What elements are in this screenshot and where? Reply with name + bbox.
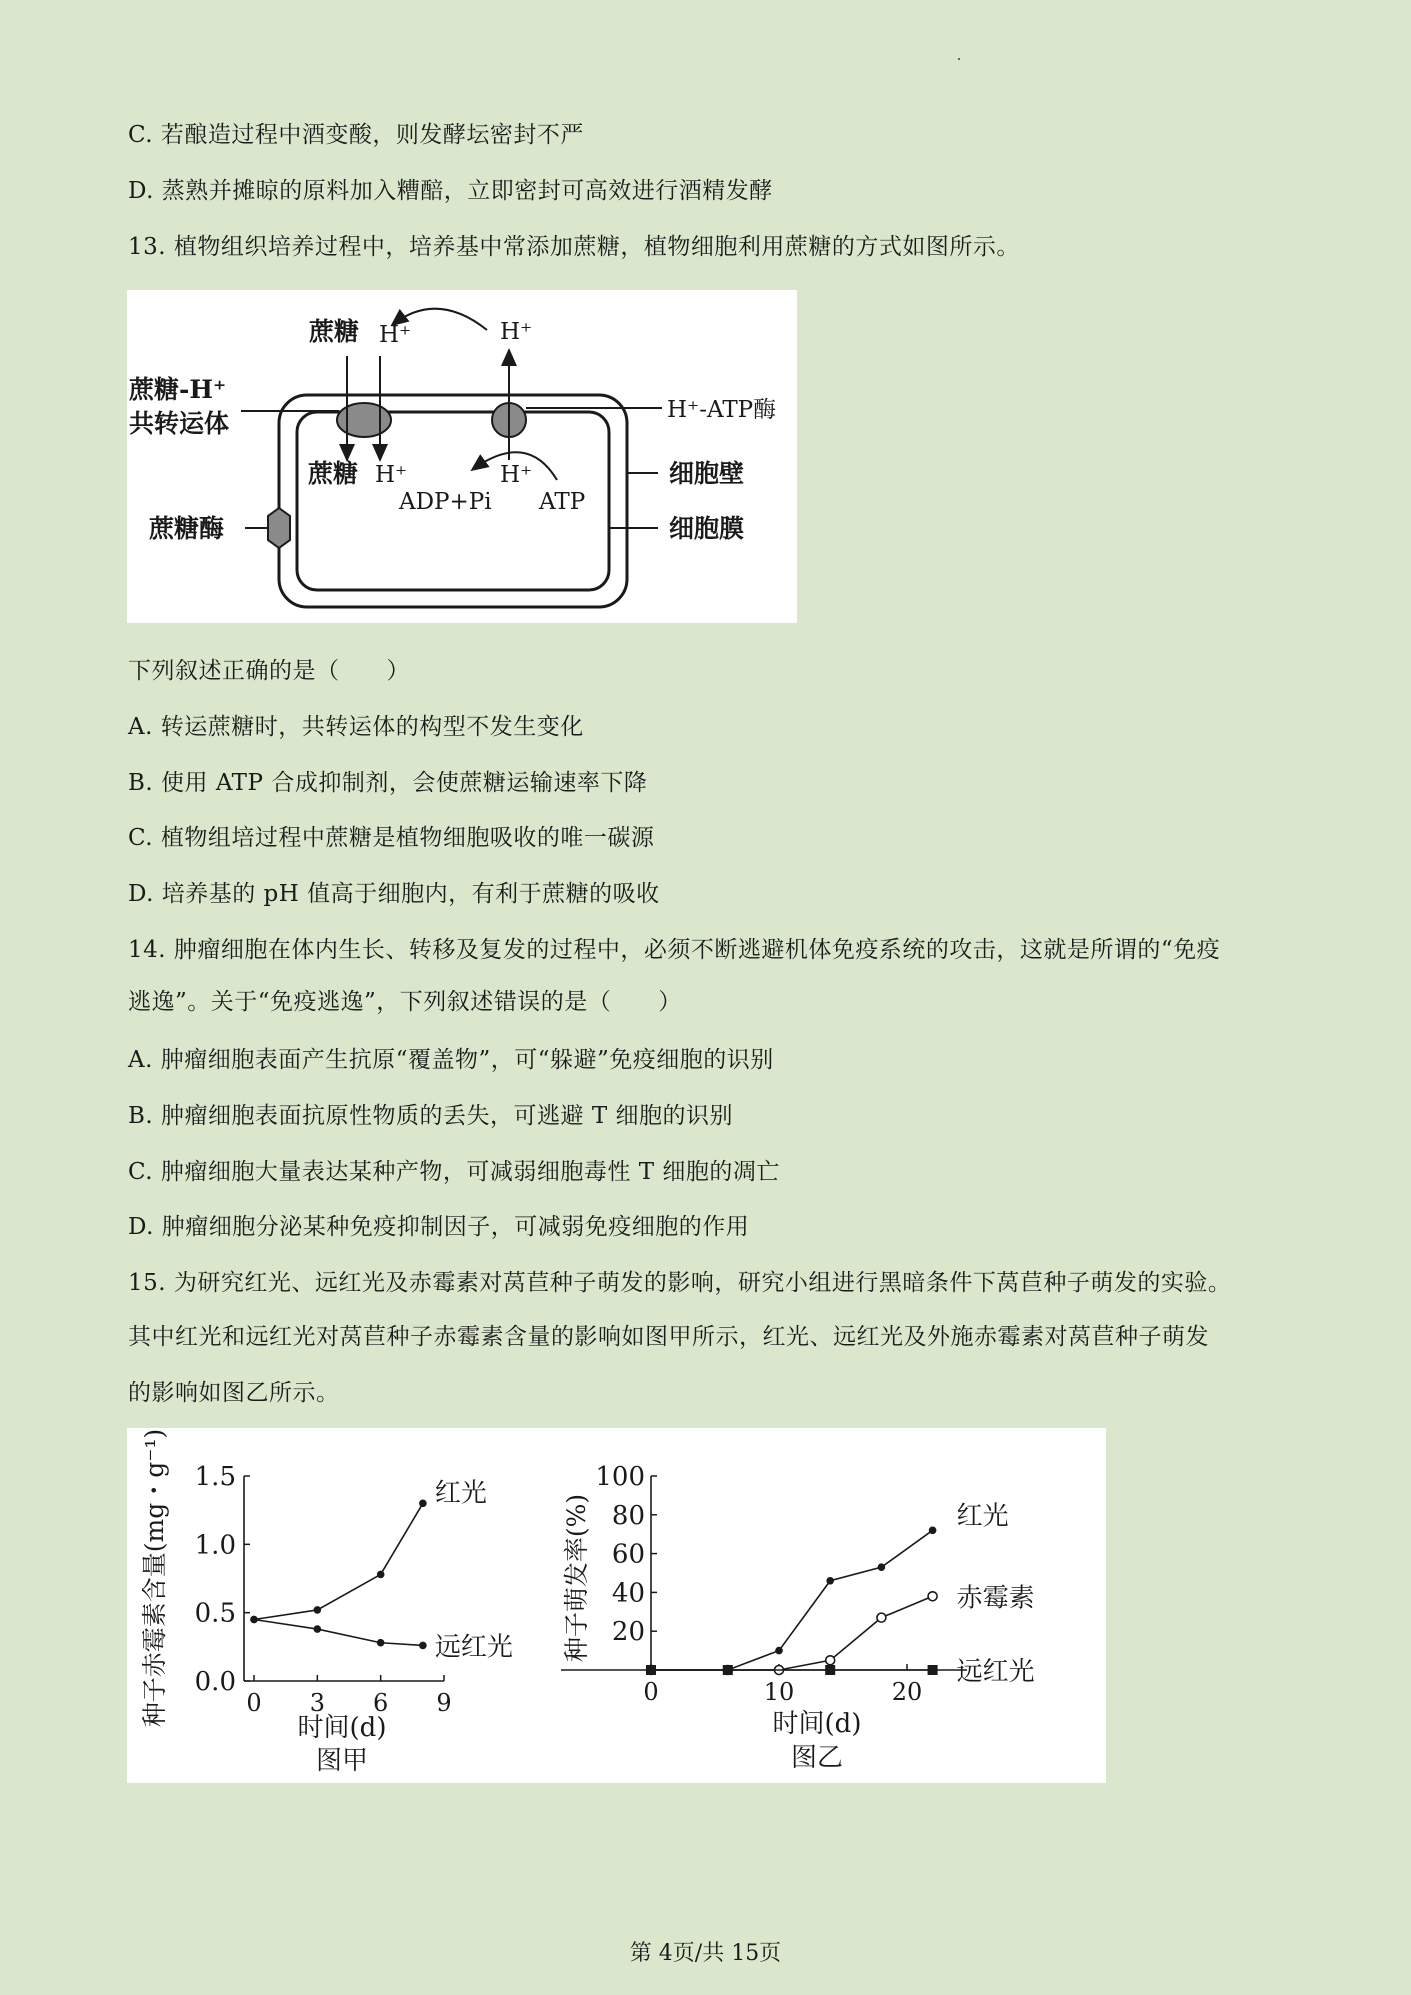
chart-b-x-tick-label: 20 bbox=[891, 1678, 923, 1706]
label-atp: ATP bbox=[539, 489, 586, 515]
q15-charts-svg bbox=[127, 1428, 1106, 1783]
chart-a-x-tick-label: 0 bbox=[246, 1689, 262, 1717]
cotransporter-shape bbox=[337, 403, 391, 437]
label-atpase: H⁺-ATP酶 bbox=[667, 397, 777, 423]
chart-a-point bbox=[419, 1642, 427, 1650]
chart-a-point bbox=[377, 1571, 385, 1579]
label-sucrose-out: 蔗糖 bbox=[309, 317, 360, 346]
label-cell-wall: 细胞壁 bbox=[669, 459, 745, 488]
page-footer: 第 4页/共 15页 bbox=[629, 1941, 782, 1966]
label-sucrose-in: 蔗糖 bbox=[308, 459, 359, 488]
chart-b-point bbox=[928, 1592, 937, 1601]
chart-a-x-tick-label: 9 bbox=[436, 1689, 452, 1717]
q14-stem-line2: 逃逸”。关于“免疫逃逸”，下列叙述错误的是（ ） bbox=[128, 989, 682, 1015]
sucrase-shape bbox=[268, 508, 290, 548]
q13-option-b: B. 使用 ATP 合成抑制剂，会使蔗糖运输速率下降 bbox=[128, 770, 648, 796]
chart-a-y-tick-label: 0.5 bbox=[194, 1598, 236, 1629]
chart-b-point bbox=[775, 1647, 783, 1655]
chart-b-point bbox=[929, 1527, 937, 1535]
label-h-in-left: H⁺ bbox=[375, 462, 408, 488]
label-h-in-right: H⁺ bbox=[500, 462, 533, 488]
q13-option-c: C. 植物组培过程中蔗糖是植物细胞吸收的唯一碳源 bbox=[128, 825, 655, 851]
chart-b-y-tick-label: 60 bbox=[611, 1539, 645, 1570]
q14-option-d: D. 肿瘤细胞分泌某种免疫抑制因子，可减弱免疫细胞的作用 bbox=[128, 1214, 750, 1240]
chart-b-legend-label: 赤霉素 bbox=[956, 1583, 1035, 1614]
chart-a-legend-label: 红光 bbox=[434, 1478, 487, 1509]
q14-option-c: C. 肿瘤细胞大量表达某种产物，可减弱细胞毒性 T 细胞的凋亡 bbox=[128, 1159, 780, 1185]
chart-b-y-tick-label: 20 bbox=[611, 1617, 645, 1648]
chart-b-point bbox=[723, 1665, 733, 1675]
q13-prompt: 下列叙述正确的是（ ） bbox=[128, 658, 410, 684]
chart-b-xlabel: 时间(d) bbox=[772, 1709, 862, 1739]
chart-a-y-tick-label: 1.5 bbox=[194, 1462, 236, 1492]
cell-transport-diagram bbox=[127, 290, 797, 623]
chart-b-y-tick-label: 80 bbox=[611, 1500, 645, 1531]
q14-stem-line1: 14. 肿瘤细胞在体内生长、转移及复发的过程中，必须不断逃避机体免疫系统的攻击，这就是所谓的“免疫 bbox=[128, 937, 1221, 963]
q13-stem: 13. 植物组织培养过程中，培养基中常添加蔗糖，植物细胞利用蔗糖的方式如图所示。 bbox=[128, 234, 1020, 260]
label-h-out-right: H⁺ bbox=[500, 319, 533, 345]
chart-b-legend-label: 红光 bbox=[956, 1501, 1009, 1532]
chart-b-x-tick-label: 0 bbox=[643, 1678, 659, 1706]
chart-a-xlabel: 时间(d) bbox=[297, 1713, 387, 1743]
chart-a-title: 图甲 bbox=[315, 1746, 369, 1776]
chart-a-x-tick-label: 6 bbox=[373, 1689, 389, 1717]
chart-a-y-tick-label: 0.0 bbox=[194, 1667, 236, 1697]
chart-a-series-line bbox=[254, 1503, 423, 1619]
chart-b-point bbox=[825, 1665, 835, 1675]
q13-option-d: D. 培养基的 pH 值高于细胞内，有利于蔗糖的吸收 bbox=[128, 881, 660, 907]
q14-option-b: B. 肿瘤细胞表面抗原性物质的丢失，可逃避 T 细胞的识别 bbox=[128, 1103, 733, 1129]
chart-b-series-line bbox=[651, 1530, 933, 1670]
chart-b-point bbox=[826, 1577, 834, 1585]
q13-option-a: A. 转运蔗糖时，共转运体的构型不发生变化 bbox=[128, 714, 584, 740]
chart-a-y-tick-label: 1.0 bbox=[194, 1530, 236, 1561]
q15-stem-line2: 其中红光和远红光对莴苣种子赤霉素含量的影响如图甲所示，红光、远红光及外施赤霉素对莴苣种子萌发 bbox=[128, 1324, 1209, 1350]
chart-a-point bbox=[250, 1616, 258, 1624]
chart-b-legend-label: 远红光 bbox=[956, 1657, 1035, 1687]
label-cotransporter-2: 共转运体 bbox=[129, 409, 230, 438]
chart-b-point bbox=[877, 1613, 886, 1622]
stray-dot bbox=[958, 58, 960, 60]
label-cell-membrane: 细胞膜 bbox=[669, 514, 745, 543]
chart-a-point bbox=[377, 1639, 385, 1647]
label-adp: ADP+Pi bbox=[399, 489, 492, 515]
chart-a-point bbox=[314, 1625, 322, 1633]
chart-a-ylabel: 种子赤霉素含量(mg・g⁻¹) bbox=[140, 1428, 169, 1728]
chart-b-y-tick-label: 100 bbox=[595, 1462, 645, 1492]
q14-option-a: A. 肿瘤细胞表面产生抗原“覆盖物”，可“躲避”免疫细胞的识别 bbox=[128, 1047, 774, 1073]
label-h-out-left: H⁺ bbox=[379, 322, 412, 348]
chart-a-x-tick-label: 3 bbox=[309, 1689, 325, 1717]
chart-a-legend-label: 远红光 bbox=[434, 1632, 513, 1663]
label-cotransporter-1: 蔗糖-H⁺ bbox=[129, 375, 227, 404]
q13-figure bbox=[127, 290, 797, 623]
q15-stem-line3: 的影响如图乙所示。 bbox=[128, 1380, 340, 1406]
chart-b-ylabel: 种子萌发率(%) bbox=[562, 1493, 591, 1663]
label-sucrase: 蔗糖酶 bbox=[149, 514, 225, 543]
chart-b-point bbox=[646, 1665, 656, 1675]
chart-b-point bbox=[928, 1665, 938, 1675]
q15-figure bbox=[127, 1428, 1106, 1783]
chart-b-x-tick-label: 10 bbox=[763, 1678, 795, 1706]
q12-option-d: D. 蒸熟并摊晾的原料加入糟醅，立即密封可高效进行酒精发酵 bbox=[128, 178, 773, 204]
chart-a-series-line bbox=[254, 1620, 423, 1646]
chart-b-y-tick-label: 40 bbox=[611, 1578, 645, 1609]
chart-b-point bbox=[826, 1656, 835, 1665]
q15-stem-line1: 15. 为研究红光、远红光及赤霉素对莴苣种子萌发的影响，研究小组进行黑暗条件下莴苣种子萌发的实验。 bbox=[128, 1270, 1232, 1296]
q12-option-c: C. 若酿造过程中酒变酸，则发酵坛密封不严 bbox=[128, 122, 584, 148]
chart-b-title: 图乙 bbox=[790, 1743, 844, 1773]
chart-b-point bbox=[878, 1563, 886, 1571]
chart-a-point bbox=[419, 1500, 427, 1508]
chart-a-point bbox=[314, 1606, 322, 1614]
